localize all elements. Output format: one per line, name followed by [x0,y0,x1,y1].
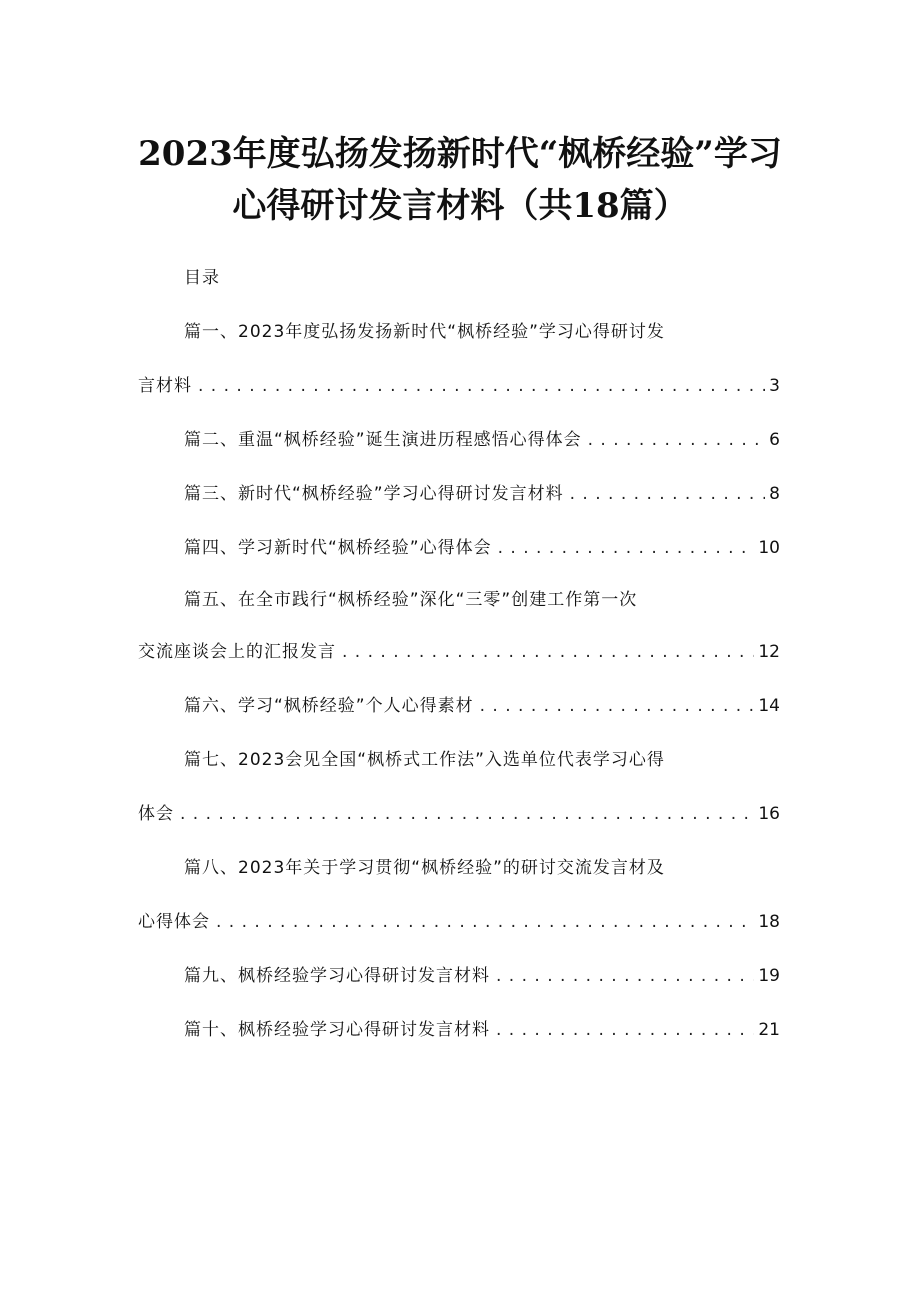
toc-entry-7[interactable] [138,800,780,828]
toc-entry-9-label: 篇九、枫桥经验学习心得研讨发言材料 [184,966,490,986]
toc-entry-6[interactable] [184,692,780,720]
toc-entry-6-page: 14 [758,696,780,716]
toc-entry-4-label: 篇四、学习新时代“枫桥经验”心得体会 [184,538,492,558]
toc-entry-8-line-2: 心得体会 [138,912,210,932]
toc-entry-1-line-1[interactable]: 篇一、2023年度弘扬发扬新时代“枫桥经验”学习心得研讨发 [184,322,665,342]
toc-entry-2-label: 篇二、重温“枫桥经验”诞生演进历程感悟心得体会 [184,430,582,450]
dot-leader [496,1016,754,1044]
title-line-1: 2023年度弘扬发扬新时代“枫桥经验”学习 [138,134,782,174]
toc-entry-10-page: 21 [758,1020,780,1040]
toc-entry-8-line-1[interactable]: 篇八、2023年关于学习贯彻“枫桥经验”的研讨交流发言材及 [184,858,665,878]
toc-entry-3[interactable] [184,480,780,508]
toc-entry-9[interactable] [184,962,780,990]
toc-entry-10[interactable] [184,1016,780,1044]
toc-heading: 目录 [184,268,220,288]
toc-entry-8-page: 18 [758,912,780,932]
dot-leader [180,800,754,828]
toc-entry-3-page: 8 [769,484,780,504]
document-title [0,128,920,232]
toc-entry-5[interactable] [138,638,780,666]
toc-entry-7-line-1[interactable]: 篇七、2023会见全国“枫桥式工作法”入选单位代表学习心得 [184,750,665,770]
toc-entry-7-page: 16 [758,804,780,824]
dot-leader [480,692,755,720]
toc-entry-9-page: 19 [758,966,780,986]
toc-entry-2-page: 6 [769,430,780,450]
toc-entry-2[interactable] [184,426,780,454]
toc-entry-1-line-2: 言材料 [138,376,192,396]
toc-entry-5-line-1[interactable]: 篇五、在全市践行“枫桥经验”深化“三零”创建工作第一次 [184,590,638,610]
dot-leader [198,372,765,400]
dot-leader [498,534,755,562]
toc-entry-7-line-2: 体会 [138,804,174,824]
toc-entry-1[interactable] [138,372,780,400]
dot-leader [216,908,754,936]
toc-entry-4-page: 10 [758,538,780,558]
toc-entry-5-line-2: 交流座谈会上的汇报发言 [138,642,336,662]
toc-entry-3-label: 篇三、新时代“枫桥经验”学习心得研讨发言材料 [184,484,564,504]
toc-entry-10-label: 篇十、枫桥经验学习心得研讨发言材料 [184,1020,490,1040]
toc-entry-5-page: 12 [758,642,780,662]
toc-entry-4[interactable] [184,534,780,562]
dot-leader [496,962,754,990]
dot-leader [342,638,754,666]
dot-leader [570,480,766,508]
dot-leader [588,426,766,454]
toc-entry-8[interactable] [138,908,780,936]
title-line-2: 心得研讨发言材料（共18篇） [232,186,688,226]
toc-entry-6-label: 篇六、学习“枫桥经验”个人心得素材 [184,696,474,716]
toc-entry-1-page: 3 [769,376,780,396]
